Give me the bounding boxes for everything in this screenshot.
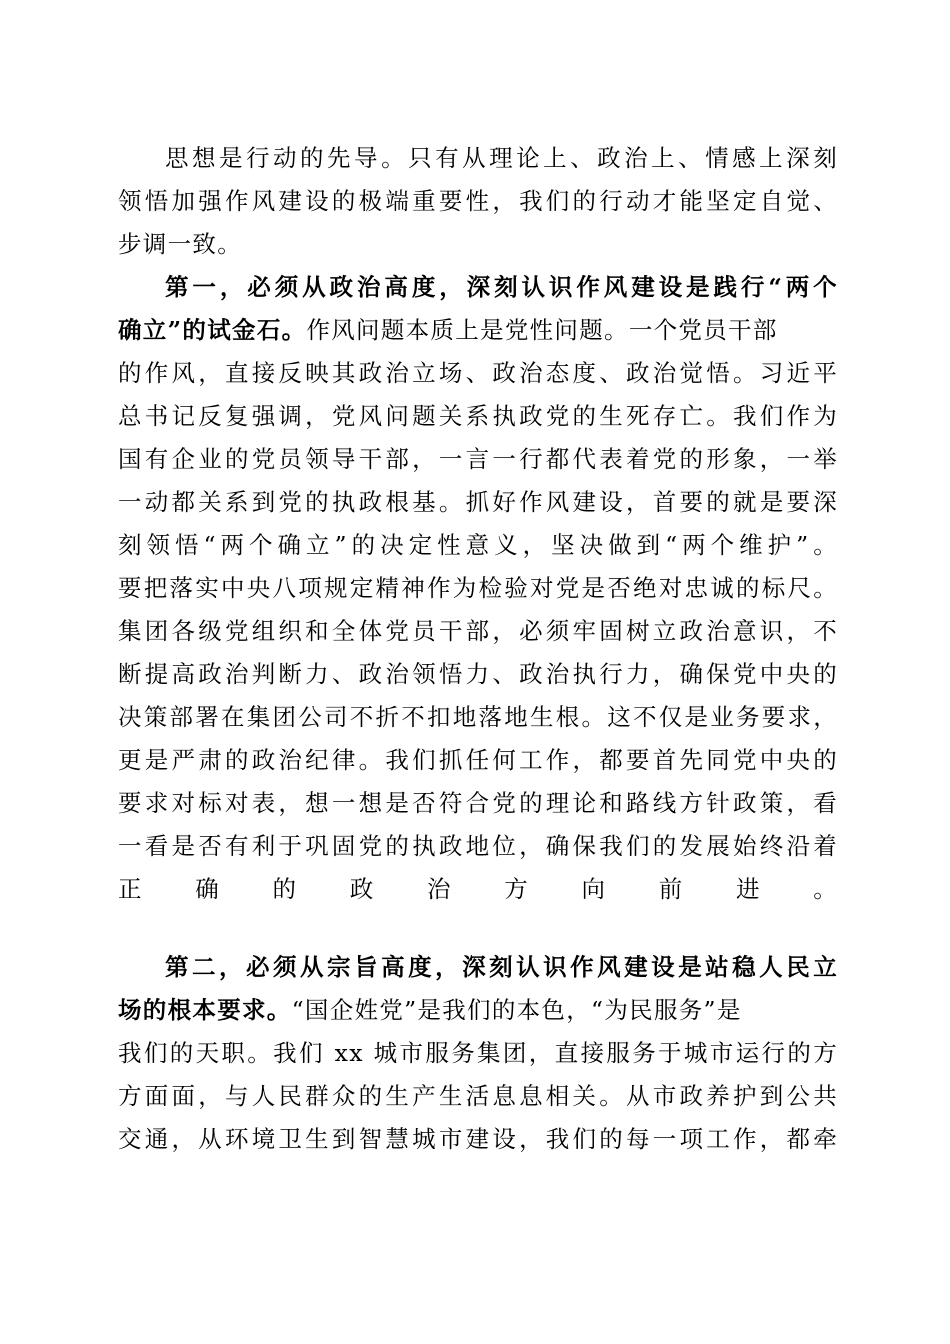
paragraph-3-line-4: 方面面，与人民群众的生产生活息息相关。从市政养护到公共 [118,1082,838,1110]
paragraph-2-line-5: 国有企业的党员领导干部，一言一行都代表着党的形象，一举 [118,445,838,473]
paragraph-2-line-7: 刻领悟“两个确立”的决定性意义，坚决做到“两个维护”。 [118,531,838,559]
paragraph-1-line-2: 领悟加强作风建设的极端重要性，我们的行动才能坚定自觉、 [118,187,838,215]
paragraph-2-line-10: 断提高政治判断力、政治领悟力、政治执行力，确保党中央的 [118,660,838,688]
paragraph-3-heading-line-2: 场的根本要求。 [118,996,292,1024]
paragraph-3-heading-line-1: 第二，必须从宗旨高度，深刻认识作风建设是站稳人民立 [165,953,838,981]
paragraph-2-line-13: 要求对标对表，想一想是否符合党的理论和路线方针政策，看 [118,789,838,817]
paragraph-1-line-3: 步调一致。 [118,230,242,258]
paragraph-2-line-11: 决策部署在集团公司不折不扣地落地生根。这不仅是业务要求， [118,703,838,731]
paragraph-2-line-14: 一看是否有利于巩固党的执政地位，确保我们的发展始终沿着 [118,832,838,860]
paragraph-2-line-8: 要把落实中央八项规定精神作为检验对党是否绝对忠诚的标尺。 [118,574,838,602]
paragraph-2-line-3: 的作风，直接反映其政治立场、政治态度、政治觉悟。习近平 [118,359,838,387]
paragraph-2-line-2 [118,310,838,350]
paragraph-3-line-2-rest: “国企姓党”是我们的本色，“为民服务”是 [291,996,742,1024]
paragraph-1-line-1: 思想是行动的先导。只有从理论上、政治上、情感上深刻 [165,144,838,172]
paragraph-3-line-5: 交通，从环境卫生到智慧城市建设，我们的每一项工作，都牵 [118,1125,838,1153]
paragraph-2-line-9: 集团各级党组织和全体党员干部，必须牢固树立政治意识，不 [118,617,838,645]
paragraph-2-line-12: 更是严肃的政治纪律。我们抓任何工作，都要首先同党中央的 [118,746,838,774]
paragraph-2-heading-line-1: 第一，必须从政治高度，深刻认识作风建设是践行“两个 [165,273,838,301]
paragraph-3-line-2 [118,990,838,1030]
paragraph-3-line-3: 我们的天职。我们 xx 城市服务集团，直接服务于城市运行的方 [118,1039,838,1067]
paragraph-2-line-2-rest: 作风问题本质上是党性问题。一个党员干部 [306,316,778,344]
paragraph-2-line-15: 正确的政治方向前进。 [118,875,838,903]
paragraph-2-line-4: 总书记反复强调，党风问题关系执政党的生死存亡。我们作为 [118,402,838,430]
paragraph-2-heading-line-2: 确立”的试金石。 [118,316,307,344]
paragraph-2-line-6: 一动都关系到党的执政根基。抓好作风建设，首要的就是要深 [118,488,838,516]
